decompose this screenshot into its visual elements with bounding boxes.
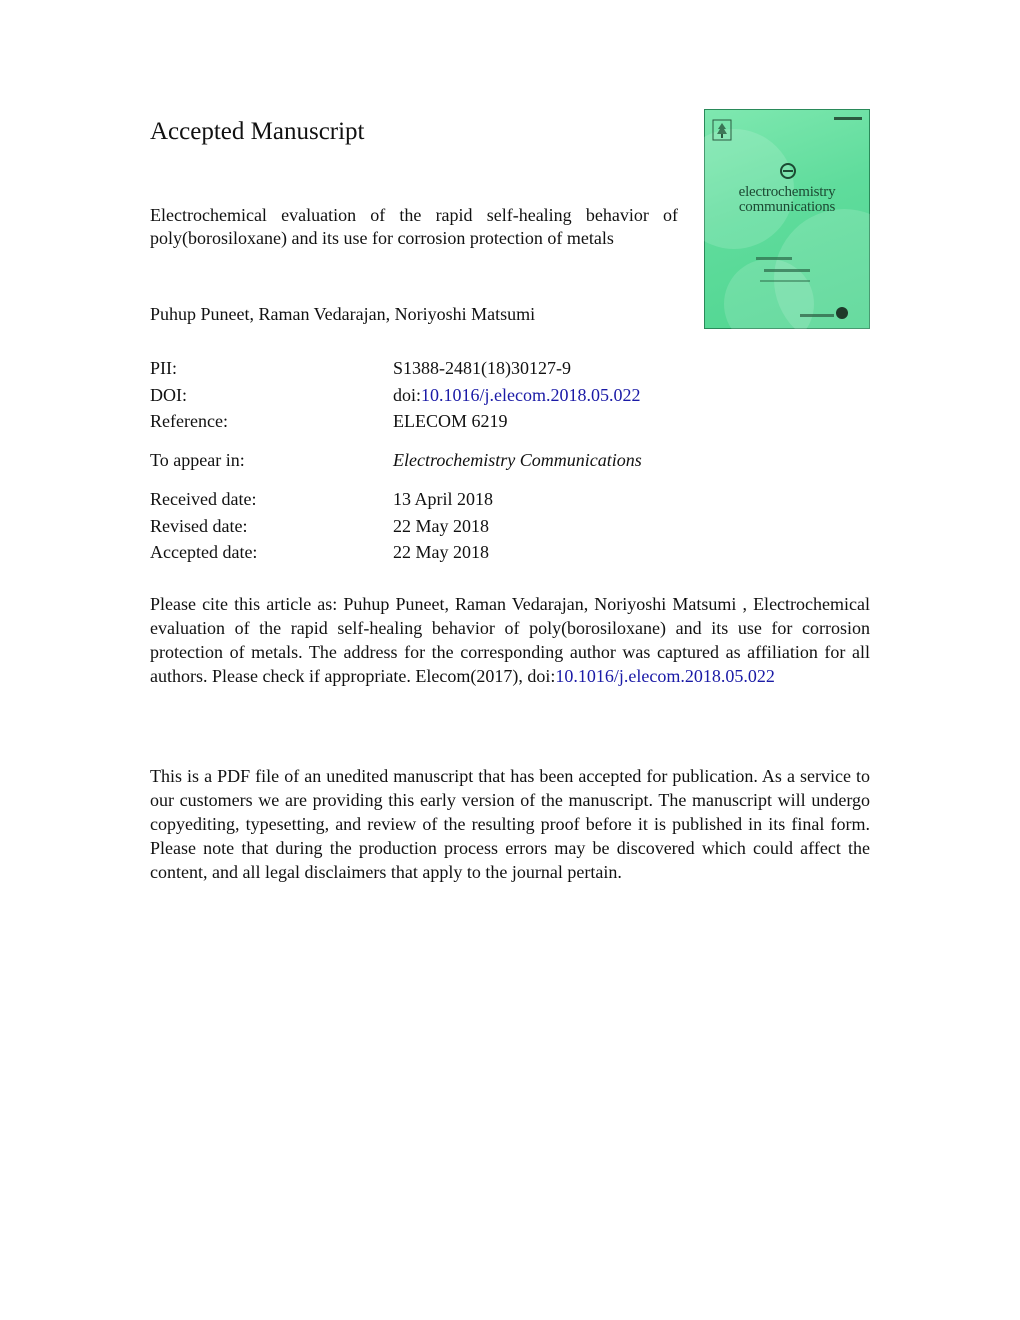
accepted-label: Accepted date: (150, 542, 258, 562)
doi-label: DOI: (150, 385, 187, 405)
society-seal-icon (836, 307, 848, 319)
cover-issn-mark (834, 117, 862, 120)
cover-caption-line (760, 280, 810, 282)
cover-title-line-1: electrochemistry (738, 184, 836, 200)
reference-label: Reference: (150, 411, 228, 431)
appear-value: Electrochemistry Communications (393, 450, 642, 470)
received-label: Received date: (150, 489, 257, 509)
doi-link[interactable]: 10.1016/j.elecom.2018.05.022 (421, 385, 641, 405)
pii-value: S1388-2481(18)30127-9 (393, 358, 571, 378)
pii-label: PII: (150, 358, 177, 378)
citation-doi-link[interactable]: 10.1016/j.elecom.2018.05.022 (555, 666, 775, 686)
doi-value (393, 384, 641, 406)
cover-caption-line (764, 269, 810, 272)
citation-text: Please cite this article as: Puhup Puneet, Raman Vedarajan, Noriyoshi Matsumi , Electrochemical evaluation of the rapid self-healing behavior of poly(borosiloxane) and its use for corrosion protection of metals. The address for the corresponding author was captured as affiliation for all authors. Please check if appropriate. Elecom(2017), doi: (150, 594, 870, 686)
citation-paragraph (150, 592, 870, 688)
received-value: 13 April 2018 (393, 489, 494, 509)
author-list: Puhup Puneet, Raman Vedarajan, Noriyoshi Matsumi (150, 304, 536, 324)
cover-caption-line (756, 257, 792, 260)
disclaimer-paragraph: This is a PDF file of an unedited manuscript that has been accepted for publication. As a service to our customers we are providing this early version of the manuscript. The manuscript will undergo copyediting, typesetting, and review of the resulting proof before it is published in its final form. Please note that during the production process errors may be discovered which could affect the content, and all legal disclaimers that apply to the journal pertain. (150, 766, 870, 882)
journal-emblem-icon (778, 161, 798, 181)
cover-footer-mark (800, 314, 834, 317)
cover-journal-title (704, 185, 870, 215)
appear-label: To appear in: (150, 450, 245, 470)
article-title: Electrochemical evaluation of the rapid self-healing behavior of poly(borosiloxane) and its use for corrosion protection of metals (150, 205, 678, 248)
journal-cover-image (704, 109, 870, 329)
page-heading: Accepted Manuscript (150, 118, 365, 145)
accepted-value: 22 May 2018 (393, 542, 489, 562)
revised-value: 22 May 2018 (393, 516, 489, 536)
reference-value: ELECOM 6219 (393, 411, 508, 431)
publisher-logo-icon (712, 119, 732, 141)
doi-prefix: doi: (393, 385, 422, 405)
cover-title-line-2: communications (738, 199, 836, 215)
revised-label: Revised date: (150, 516, 248, 536)
